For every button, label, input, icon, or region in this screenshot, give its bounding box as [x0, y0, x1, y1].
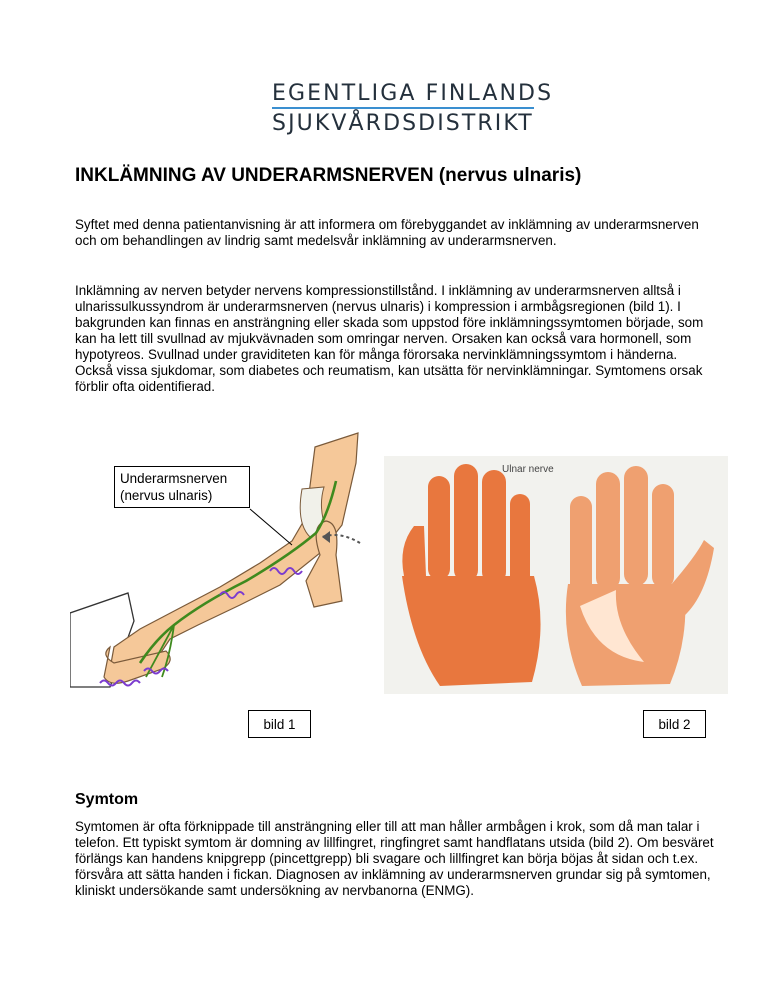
intro-paragraph: Syftet med denna patientanvisning är att informera om förebyggandet av inklämning av underarmsnerven och om behandlingen av lindrig samt medelsvår inklämning av underarmsnerven.: [75, 217, 699, 248]
photo-label: Ulnar nerve: [502, 464, 554, 475]
callout-line-2: (nervus ulnaris): [120, 488, 213, 503]
symptoms-heading: Symtom: [75, 791, 139, 808]
page-title: INKLÄMNING AV UNDERARMSNERVEN (nervus ulnaris): [75, 165, 582, 186]
logo-line-1: EGENTLIGA FINLANDS: [272, 81, 554, 106]
definition-paragraph: Inklämning av nerven betyder nervens kompressionstillstånd. I inklämning av underarmsnerven alltså i ulnarissulkussyndrom är underarmsnerven (nervus ulnaris) i kompression i armbågsregionen (bild 1). I bakgrunden kan finnas en ansträngning eller skada som uppstod före inklämningssymtomen började, som kan ha lett till svullnad av mjukvävnaden som omringar nerven. Orsaken kan också vara hormonell, som hypotyreos. Svullnad under graviditeten kan för många förorsaka nervinklämningssymtom i händerna. Också vissa sjukdomar, som diabetes och reumatism, kan utsätta för nervinklämningar. Symtomens orsak förblir ofta oidentifierad.: [75, 283, 704, 394]
logo-divider: [272, 107, 534, 109]
figure-1-caption: bild 1: [248, 710, 311, 738]
logo: [272, 81, 554, 136]
callout-line-1: Underarmsnerven: [120, 471, 228, 486]
logo-line-2: SJUKVÅRDSDISTRIKT: [272, 111, 534, 136]
hands-photo: [384, 456, 728, 694]
symptoms-paragraph: Symtomen är ofta förknippade till ansträngning eller till att man håller armbågen i krok, som då man talar i telefon. Ett typiskt symtom är domning av lillfingret, ringfingret samt handflatans utsida (bild 2). Om besväret förlängs kan handens knipgrepp (pincettgrepp) bli svagare och lillfingret kan börja böjas åt sidan och t.ex. försvåra att sätta handen i fickan. Diagnosen av inklämning av underarmsnerven grundar sig på symtomen, kliniskt undersökande samt undersökning av nervbanorna (ENMG).: [75, 819, 714, 898]
callout-leader: [250, 509, 292, 545]
nerve-callout-label: [114, 466, 250, 508]
figure-2-caption: bild 2: [643, 710, 706, 738]
